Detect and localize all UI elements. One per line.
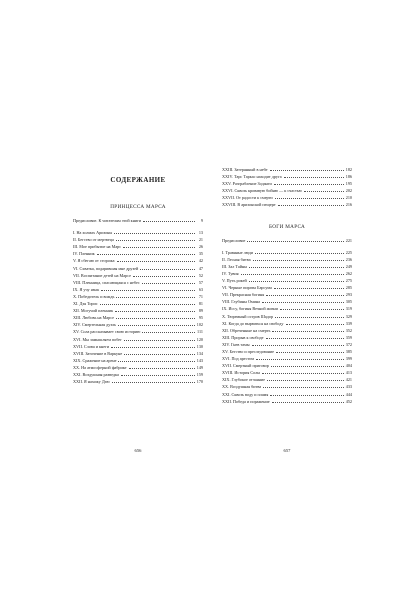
toc-entry-title: XXI. Воздушная разведка — [73, 371, 119, 377]
toc-entry-page: 42 — [198, 258, 203, 264]
toc-dot-leader — [100, 303, 195, 305]
toc-entry-title: XII. Обреченные на смерть — [222, 327, 271, 333]
toc-entry — [73, 279, 203, 286]
toc-entry — [73, 364, 203, 371]
toc-dot-leader — [252, 344, 344, 346]
toc-dot-leader — [272, 401, 344, 403]
toc-entry — [222, 376, 352, 383]
toc-dot-leader — [304, 190, 344, 192]
toc-entry — [73, 272, 203, 279]
toc-dot-leader — [112, 381, 195, 383]
toc-entry-page: 385 — [345, 348, 352, 354]
toc-entry-title: Предисловие. К читателям этой книги — [73, 218, 142, 223]
toc-entry-title: VII. Прекрасная богиня — [222, 292, 265, 298]
toc-entry-page: 13 — [198, 230, 203, 236]
toc-dot-leader — [140, 268, 195, 270]
toc-entry-title: XVII. Смертный приговор — [222, 363, 269, 369]
toc-entry-title: XXII. Я нахожу Дэю — [73, 379, 110, 385]
toc-dot-leader — [267, 379, 344, 381]
toc-entry-page: 111 — [197, 329, 203, 335]
toc-dot-leader — [133, 275, 195, 277]
toc-entry-title: I. На холмах Аризоны — [73, 230, 113, 236]
section-title-gods: БОГИ МАРСА — [269, 223, 305, 230]
toc-entry — [73, 243, 203, 250]
toc-dot-leader — [142, 331, 195, 333]
toc-entry — [222, 201, 352, 208]
right-page — [222, 166, 352, 405]
toc-entry-page: 143 — [196, 357, 203, 363]
toc-entry-title: XXVIII. В аризонской пещере — [222, 202, 276, 208]
toc-entry-title: VII. Воспитание детей на Марсе — [73, 272, 131, 278]
toc-dot-leader — [114, 232, 195, 234]
toc-entry-title: XVIII. История Солы — [222, 370, 261, 376]
toc-entry-page: 159 — [196, 371, 203, 377]
toc-dot-leader — [118, 324, 195, 326]
toc-entry — [73, 229, 203, 236]
toc-entry — [222, 334, 352, 341]
toc-dot-leader — [270, 169, 344, 171]
toc-dot-leader — [262, 301, 344, 303]
toc-entry-title: XIII. Любовь на Марсе — [73, 315, 115, 321]
toc-dot-leader — [286, 323, 344, 325]
toc-entry-title: XIX. Глубокое отчаяние — [222, 377, 265, 383]
toc-entry-page: 339 — [345, 320, 352, 326]
toc-entry — [73, 321, 203, 328]
toc-entry — [73, 350, 203, 357]
toc-entry-page: 63 — [198, 286, 203, 292]
toc-dot-leader — [101, 289, 195, 291]
toc-entry-page: 225 — [345, 249, 352, 255]
toc-entry-title: VI. Схватка, подарившая мне друзей — [73, 265, 139, 271]
toc-entry — [73, 250, 203, 257]
toc-dot-leader — [270, 394, 343, 396]
toc-dot-leader — [272, 330, 343, 332]
toc-entry-title: XI. Дэя Торис — [73, 301, 98, 307]
toc-entry — [73, 236, 203, 243]
toc-dot-leader — [256, 358, 344, 360]
toc-entry-title: VIII. Пленница, спасающаяся с небес — [73, 279, 140, 285]
toc-entry — [222, 291, 352, 298]
toc-entry — [222, 383, 352, 390]
toc-entry-title: XXI. Сквозь воду и пламя — [222, 391, 269, 397]
toc-entry — [222, 355, 352, 362]
toc-entry-title: XX. На атмосферной фабрике — [73, 364, 127, 370]
toc-dot-leader — [263, 386, 344, 388]
toc-entry-page: 404 — [345, 363, 352, 369]
toc-entry-title: XXV. Разграбление Зоданги — [222, 181, 272, 187]
toc-entry-title: IV. Пленник — [73, 251, 95, 257]
toc-entry — [222, 249, 352, 256]
toc-entry — [222, 398, 352, 405]
toc-entry-page: 71 — [198, 293, 203, 299]
toc-dot-leader — [111, 346, 195, 348]
toc-dot-leader — [121, 374, 195, 376]
toc-entry-page: 195 — [345, 181, 352, 187]
toc-entry — [222, 166, 352, 173]
toc-entry-page: 293 — [345, 292, 352, 298]
toc-entry-title: I. Травяные люди — [222, 249, 254, 255]
toc-entry — [73, 257, 203, 264]
toc-entry-title: XVII. Слова и кнеги — [73, 343, 110, 349]
toc-entry-page: 249 — [345, 263, 352, 269]
toc-entry-page: 149 — [196, 364, 203, 370]
toc-entry — [222, 320, 352, 327]
toc-dot-leader — [124, 353, 194, 355]
toc-dot-leader — [116, 296, 195, 298]
toc-entry-page: 319 — [345, 306, 352, 312]
toc-entry-title: XII. Могучий пленник — [73, 308, 114, 314]
toc-dot-leader — [255, 252, 344, 254]
toc-dot-leader — [249, 280, 344, 282]
toc-entry-page: 352 — [345, 327, 352, 333]
toc-entry-page: 120 — [196, 336, 203, 342]
toc-entry-page: 186 — [345, 174, 352, 180]
toc-entry-page: 170 — [196, 379, 203, 385]
toc-entry-title: XIV. Смертельная дуэль — [73, 322, 117, 328]
section-title-princess: ПРИНЦЕССА МАРСА — [110, 204, 166, 210]
toc-entry — [73, 371, 203, 378]
toc-list-right-top — [222, 166, 352, 209]
toc-dot-leader — [275, 316, 344, 318]
toc-entry — [222, 180, 352, 187]
toc-entry-page: 359 — [345, 334, 352, 340]
toc-entry-title: III. Зал Тайны — [222, 263, 248, 269]
toc-dot-leader — [274, 183, 344, 185]
toc-entry-page: 95 — [198, 315, 203, 321]
toc-dot-leader — [129, 367, 195, 369]
toc-entry-page: 216 — [345, 202, 352, 208]
toc-entry-title: XX. Воздушная битва — [222, 384, 262, 390]
toc-entry — [222, 173, 352, 180]
toc-dot-leader — [247, 240, 343, 242]
toc-entry-title: IX. Иссу, богиня Вечной жизни — [222, 306, 278, 312]
toc-entry-page: 182 — [345, 167, 352, 172]
toc-entry-title: IX. Я учу язык — [73, 286, 100, 292]
toc-dot-leader — [143, 220, 195, 222]
toc-entry — [73, 300, 203, 307]
toc-entry — [222, 305, 352, 312]
toc-entry-title: XXIV. Тарс Таркас находит друга — [222, 174, 282, 180]
toc-entry-page: 329 — [345, 313, 352, 319]
toc-entry — [73, 265, 203, 272]
toc-entry-title: XXIII. Затерянный в небе — [222, 167, 268, 172]
toc-entry — [73, 286, 203, 293]
toc-entry-page: 262 — [345, 270, 352, 276]
toc-entry — [73, 314, 203, 321]
toc-entry-page: 399 — [345, 356, 352, 362]
toc-entry — [222, 263, 352, 270]
toc-dot-leader — [278, 204, 344, 206]
toc-entry-page: 202 — [345, 188, 352, 194]
toc-entry-title: XXVI. Сквозь кровавую бойню — к счастью — [222, 188, 302, 194]
toc-entry-title: X. Тюремный остров Шадор — [222, 313, 274, 319]
toc-entry — [222, 362, 352, 369]
toc-dot-leader — [266, 294, 344, 296]
toc-dot-leader — [284, 176, 344, 178]
toc-entry-page: 433 — [345, 384, 352, 390]
toc-entry-page: 26 — [198, 244, 203, 250]
toc-dot-leader — [123, 246, 195, 248]
toc-entry — [222, 327, 352, 334]
toc-entry — [73, 357, 203, 364]
toc-entry — [73, 293, 203, 300]
toc-list-left — [73, 217, 203, 385]
toc-entry — [222, 391, 352, 398]
contents-title: СОДЕРЖАНИЕ — [110, 176, 166, 184]
toc-entry-title: II. Бегство от мертвеца — [73, 237, 114, 243]
toc-entry — [73, 378, 203, 385]
toc-entry-page: 57 — [198, 279, 203, 285]
toc-entry — [222, 237, 352, 244]
toc-entry-title: XV. Сола рассказывает свою историю — [73, 329, 141, 335]
toc-entry-page: 21 — [198, 237, 203, 243]
toc-entry-title: XIX. Сражение на арене — [73, 357, 117, 363]
toc-entry — [73, 343, 203, 350]
toc-entry-title: Предисловие — [222, 237, 246, 243]
toc-entry-title: XVI. Мы замышляем побег — [73, 336, 122, 342]
toc-entry-title: VIII. Глубины Омина — [222, 299, 261, 305]
toc-entry-title: X. Победитель и вождь — [73, 293, 115, 299]
toc-dot-leader — [266, 337, 344, 339]
toc-dot-leader — [117, 260, 196, 262]
toc-dot-leader — [97, 253, 195, 255]
left-page — [73, 166, 203, 385]
toc-entry — [222, 313, 352, 320]
toc-entry — [222, 284, 352, 291]
toc-dot-leader — [280, 308, 344, 310]
toc-entry-page: 81 — [198, 301, 203, 307]
toc-entry-page: 452 — [345, 398, 352, 404]
toc-entry-page: 421 — [345, 377, 352, 383]
toc-entry-page: 35 — [198, 251, 203, 257]
toc-entry-title: XIII. Прорыв к свободе — [222, 334, 264, 340]
toc-entry-page: 221 — [345, 237, 352, 243]
toc-entry-page: 102 — [196, 322, 203, 328]
toc-entry — [222, 270, 352, 277]
toc-dot-leader — [262, 372, 344, 374]
toc-entry-page: 47 — [198, 265, 203, 271]
toc-entry-title: V. Я сбегаю от сторожа — [73, 258, 115, 264]
toc-entry-title: XXII. Победа и поражение — [222, 398, 270, 404]
page-number-right: 657 — [283, 448, 291, 453]
toc-entry-title: XXVII. От радости к смерти — [222, 195, 273, 201]
toc-dot-leader — [142, 282, 195, 284]
toc-dot-leader — [115, 310, 195, 312]
toc-dot-leader — [276, 351, 344, 353]
toc-dot-leader — [241, 273, 344, 275]
toc-dot-leader — [271, 365, 344, 367]
toc-entry-title: V. Путь рокей — [222, 278, 247, 284]
toc-dot-leader — [124, 339, 195, 341]
toc-entry — [222, 187, 352, 194]
toc-entry — [222, 341, 352, 348]
toc-entry-title: II. Лесная битва — [222, 256, 251, 262]
toc-dot-leader — [253, 259, 344, 261]
toc-dot-leader — [116, 239, 195, 241]
toc-entry-title: XIV. Гнев тамы — [222, 341, 250, 347]
toc-list-right — [222, 237, 352, 405]
toc-entry-page: 444 — [345, 391, 352, 397]
toc-entry-title: XV. Бегство и преследование — [222, 348, 275, 354]
toc-entry-page: 372 — [345, 341, 352, 347]
toc-dot-leader — [118, 360, 194, 362]
toc-entry-page: 236 — [345, 256, 352, 262]
toc-dot-leader — [249, 266, 344, 268]
toc-entry — [222, 298, 352, 305]
toc-entry-page: 130 — [196, 343, 203, 349]
toc-entry — [73, 217, 203, 224]
toc-entry-title: XVI. Под арестом — [222, 356, 254, 362]
toc-entry — [73, 328, 203, 335]
toc-dot-leader — [274, 287, 344, 289]
toc-entry-page: 285 — [345, 285, 352, 291]
toc-entry-page: 210 — [345, 195, 352, 201]
toc-entry — [73, 336, 203, 343]
toc-entry-page: 89 — [198, 308, 203, 314]
toc-entry-title: III. Мое прибытие на Марс — [73, 244, 122, 250]
toc-entry-page: 52 — [198, 272, 203, 278]
toc-entry-title: IV. Тувия — [222, 270, 239, 276]
toc-entry — [222, 194, 352, 201]
toc-entry-page: 275 — [345, 278, 352, 284]
toc-entry-page: 134 — [196, 350, 203, 356]
toc-entry-page: 305 — [345, 299, 352, 305]
toc-entry-title: VI. Черные пираты Барсума — [222, 285, 272, 291]
toc-entry — [73, 307, 203, 314]
toc-entry — [222, 277, 352, 284]
toc-dot-leader — [116, 317, 195, 319]
toc-entry — [222, 369, 352, 376]
toc-entry-page: 413 — [345, 370, 352, 376]
toc-entry-page: 9 — [200, 218, 203, 223]
toc-entry — [222, 348, 352, 355]
toc-dot-leader — [275, 197, 344, 199]
toc-entry-title: XI. Когда до вырваться на свободу — [222, 320, 284, 326]
page-number-left: 656 — [134, 448, 142, 453]
toc-entry — [222, 256, 352, 263]
toc-entry-title: XVIII. Заточение в Варкуне — [73, 350, 123, 356]
